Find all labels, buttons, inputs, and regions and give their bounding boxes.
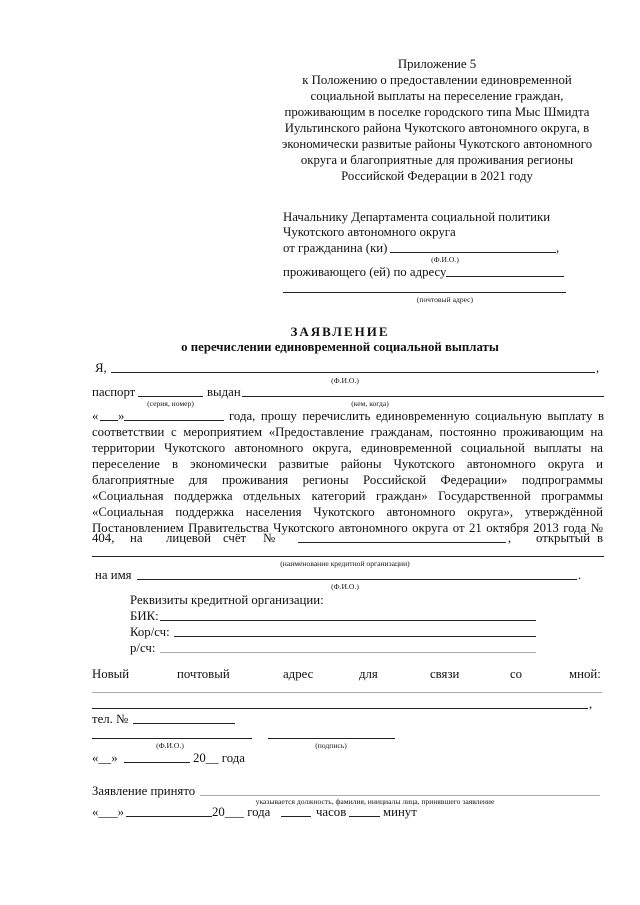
opened-word: в: [597, 531, 604, 545]
document-subtitle: о перечислении единовременной социальной выплаты: [181, 340, 499, 354]
appendix-line: к Положению о предоставлении единовременной: [302, 73, 572, 87]
contact-word: почтовый: [177, 667, 230, 681]
series-hint: (серия, номер): [147, 399, 194, 408]
paragraph-line: соответствии с мероприятием «Предоставление гражданам, постоянно проживающим на: [92, 425, 603, 439]
address-field-2[interactable]: [283, 292, 566, 293]
paragraph-line: благоприятные для проживания регионы Российской Федерации» подпрограммы: [92, 473, 603, 487]
new-address-field-2[interactable]: [92, 708, 588, 709]
contact-word: со: [510, 667, 523, 681]
accepted-hint: указывается должность, фамилия, инициалы лица, принявшего заявление: [255, 797, 495, 806]
accepted-by-field[interactable]: [200, 795, 600, 796]
contact-word: мной:: [569, 667, 601, 681]
fio-hint: (Ф.И.О.): [156, 741, 184, 750]
bank-name-field[interactable]: [92, 556, 604, 557]
paragraph-line: года, прошу перечислить единовременную социальную выплату в: [229, 409, 604, 423]
addressee-line-2: Чукотского автономного округа: [283, 225, 456, 239]
opened-word: открытый: [536, 531, 591, 545]
paragraph-line: территории Чукотского автономного округа, единовременной социальной выплаты на: [92, 441, 603, 455]
account-holder-field[interactable]: [137, 579, 577, 580]
appendix-line: Иультинского района Чукотского автономного округа, в: [284, 121, 590, 135]
passport-number-field[interactable]: [138, 396, 203, 397]
quote-open: «: [92, 409, 99, 423]
paragraph-line: «Социальная поддержка отдельных категорий граждан» Государственной программы: [92, 489, 603, 503]
new-address-field[interactable]: [92, 692, 602, 693]
accepted-hours-field[interactable]: [281, 816, 311, 817]
account-word: №: [263, 531, 276, 545]
account-word: счёт: [223, 531, 247, 545]
address-field[interactable]: [446, 276, 564, 277]
corr-account-field[interactable]: [174, 636, 536, 637]
appendix-line: социальной выплаты на переселение граждан,: [310, 89, 564, 103]
accepted-year: 20___ года: [212, 805, 271, 819]
accepted-label: Заявление принято: [92, 784, 196, 798]
settlement-account-label: р/сч:: [130, 641, 156, 655]
paragraph-line: «Социальная поддержка населения Чукотского автономного округа», утверждённой: [92, 505, 603, 519]
fio-hint: (Ф.И.О.): [331, 582, 359, 591]
phone-field[interactable]: [133, 723, 235, 724]
issued-label: выдан: [207, 385, 241, 399]
document-title: ЗАЯВЛЕНИЕ: [290, 324, 390, 339]
passport-label: паспорт: [92, 385, 136, 399]
contact-word: Новый: [92, 667, 130, 681]
name-label: на имя: [95, 568, 132, 582]
address-hint: (почтовый адрес): [416, 295, 474, 304]
quote-close: »: [118, 409, 125, 423]
fio-hint: (Ф.И.О.): [431, 255, 459, 264]
accepted-date-day: «___»: [92, 805, 124, 819]
paragraph-line: Постановлением Правительства Чукотского автономного округа от 21 октября 2013 года №: [92, 521, 603, 535]
signature-name-field[interactable]: [92, 738, 252, 739]
applicant-name-field[interactable]: [111, 372, 595, 373]
bik-label: БИК:: [130, 609, 159, 623]
appendix-line: проживающим в поселке городского типа Мыс Шмидта: [284, 105, 590, 119]
passport-issued-field[interactable]: [242, 396, 604, 397]
period: .: [578, 568, 582, 582]
contact-word: для: [359, 667, 378, 681]
fio-hint: (Ф.И.О.): [331, 376, 359, 385]
accepted-date-month-field[interactable]: [126, 816, 212, 817]
date-year: 20__ года: [193, 751, 245, 765]
by-whom-hint: (кем, когда): [351, 399, 389, 408]
appendix-line: Российской Федерации в 2021 году: [341, 169, 533, 183]
contact-word: связи: [430, 667, 460, 681]
paragraph-line: переселение в экономически развитые районы Чукотского автономного округа и: [92, 457, 603, 471]
bik-field[interactable]: [160, 620, 536, 621]
citizen-name-field[interactable]: [390, 252, 556, 253]
phone-label: тел. №: [92, 712, 129, 726]
appendix-line: округа и благоприятные для проживания регионы: [300, 153, 574, 167]
accepted-minutes-field[interactable]: [349, 816, 380, 817]
date-month-field[interactable]: [124, 420, 224, 421]
corr-account-label: Кор/сч:: [130, 625, 170, 639]
comma: ,: [596, 361, 600, 375]
contact-word: адрес: [283, 667, 314, 681]
signature-hint: (подпись): [315, 741, 347, 750]
comma: ,: [556, 241, 560, 255]
appendix-line: Приложение 5: [397, 57, 477, 71]
opened-word: ,: [508, 531, 512, 545]
bank-hint: (наименование кредитной организации): [280, 559, 410, 568]
signature-date-month-field[interactable]: [124, 762, 190, 763]
hours-label: часов: [316, 805, 347, 819]
date-day: «__»: [92, 751, 118, 765]
from-citizen-label: от гражданина (ки): [283, 241, 388, 255]
bank-details-heading: Реквизиты кредитной организации:: [130, 593, 324, 607]
settlement-account-field[interactable]: [160, 652, 536, 653]
minutes-label: минут: [383, 805, 417, 819]
residing-label: проживающего (ей) по адресу: [283, 265, 447, 279]
account-number-field[interactable]: [298, 542, 506, 543]
addressee-line-1: Начальнику Департамента социальной политики: [283, 210, 551, 224]
account-word: 404,: [92, 531, 115, 545]
account-word: на: [130, 531, 143, 545]
signature-field[interactable]: [268, 738, 395, 739]
account-word: лицевой: [166, 531, 211, 545]
appendix-line: экономически развитые районы Чукотского автономного: [281, 137, 593, 151]
comma: ,: [589, 697, 593, 711]
ya-label: Я,: [95, 361, 107, 375]
date-day-field[interactable]: [100, 420, 118, 421]
